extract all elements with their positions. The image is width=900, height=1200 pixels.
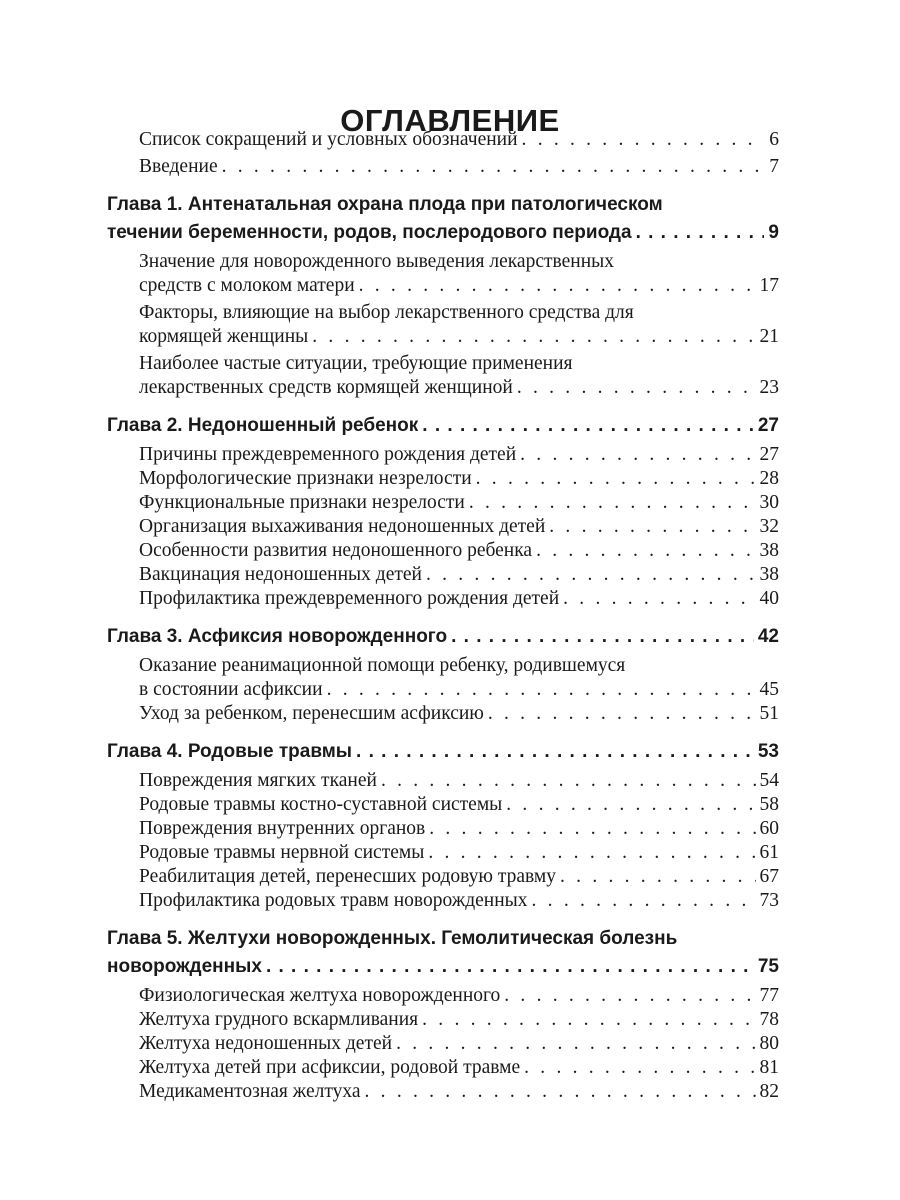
page-number: 38 <box>759 564 779 585</box>
chapter-3-heading[interactable] <box>107 623 779 651</box>
entry-text: в состоянии асфиксии <box>139 679 323 700</box>
dot-leader <box>636 219 765 247</box>
dot-leader <box>504 984 755 1008</box>
page-number: 40 <box>759 588 779 609</box>
page-number: 54 <box>759 770 779 791</box>
entry-text: Родовые травмы нервной системы <box>139 842 425 863</box>
entry-text: Оказание реанимационной помощи ребенку, родившемуся <box>139 655 626 676</box>
toc-entry[interactable] <box>107 817 779 841</box>
page-title: ОГЛАВЛЕНИЕ <box>340 102 560 138</box>
dot-leader <box>426 563 756 587</box>
chapter-1-heading[interactable] <box>107 191 779 247</box>
toc-entry[interactable] <box>107 515 779 539</box>
toc-entry[interactable] <box>107 587 779 611</box>
toc-entry[interactable] <box>107 865 779 889</box>
dot-leader <box>451 623 754 651</box>
entry-text: Особенности развития недоношенного ребенка <box>139 540 533 561</box>
toc-entry[interactable] <box>107 889 779 913</box>
entry-text: Организация выхаживания недоношенных детей <box>139 516 546 537</box>
dot-leader <box>312 325 755 349</box>
entry-text: Наиболее частые ситуации, требующие применения <box>139 353 573 374</box>
entry-text: Желтуха недоношенных детей <box>139 1033 393 1054</box>
entry-text: лекарственных средств кормящей женщиной <box>139 377 513 398</box>
dot-leader <box>532 889 756 913</box>
dot-leader <box>359 274 756 298</box>
dot-leader <box>520 443 755 467</box>
dot-leader <box>422 1008 755 1032</box>
dot-leader <box>327 678 756 702</box>
dot-leader <box>563 587 755 611</box>
toc-entry[interactable] <box>107 443 779 467</box>
page-number: 82 <box>759 1081 779 1102</box>
entry-text: Повреждения мягких тканей <box>139 770 377 791</box>
page-number: 42 <box>757 626 779 647</box>
page-number: 67 <box>759 866 779 887</box>
chapter-title: Глава 3. Асфиксия новорожденного <box>107 626 448 647</box>
page-number: 45 <box>759 679 779 700</box>
toc-entry[interactable] <box>107 563 779 587</box>
page-number: 28 <box>759 468 779 489</box>
dot-leader <box>396 1032 755 1056</box>
entry-text: Реабилитация детей, перенесших родовую травму <box>139 866 557 887</box>
dot-leader <box>356 738 754 766</box>
entry-text: Морфологические признаки незрелости <box>139 468 472 489</box>
chapter-title-line: новорожденных <box>107 956 262 977</box>
entry-text: Введение <box>139 156 218 177</box>
toc-entry[interactable] <box>107 467 779 491</box>
entry-text: Медикаментозная желтуха <box>139 1081 361 1102</box>
page-number: 80 <box>759 1033 779 1054</box>
toc-entry[interactable] <box>107 352 779 400</box>
toc-entry[interactable] <box>107 1008 779 1032</box>
chapter-2-heading[interactable] <box>107 412 779 440</box>
page-number: 81 <box>759 1057 779 1078</box>
dot-leader <box>524 1056 755 1080</box>
page-number: 23 <box>759 377 779 398</box>
page-number: 27 <box>757 415 779 436</box>
page-number: 21 <box>759 326 779 347</box>
page-number: 58 <box>759 794 779 815</box>
dot-leader <box>428 841 755 865</box>
dot-leader <box>506 793 755 817</box>
dot-leader <box>365 1080 756 1104</box>
toc-entry[interactable] <box>107 654 779 702</box>
page-number: 77 <box>759 985 779 1006</box>
entry-text: кормящей женщины <box>139 326 309 347</box>
dot-leader <box>488 702 756 726</box>
dot-leader <box>266 953 754 981</box>
entry-text: Физиологическая желтуха новорожденного <box>139 985 501 1006</box>
toc-entry[interactable] <box>107 769 779 793</box>
toc-entry[interactable] <box>107 984 779 1008</box>
page-number: 9 <box>768 222 779 243</box>
page-number: 27 <box>759 444 779 465</box>
page-number: 51 <box>759 703 779 724</box>
chapter-title: Глава 2. Недоношенный ребенок <box>107 415 419 436</box>
entry-text: Желтуха детей при асфиксии, родовой травме <box>139 1057 521 1078</box>
table-of-contents <box>107 128 779 1104</box>
entry-text: Функциональные признаки незрелости <box>139 492 465 513</box>
toc-entry[interactable] <box>107 491 779 515</box>
dot-leader <box>522 128 766 152</box>
dot-leader <box>476 467 756 491</box>
page-number: 60 <box>759 818 779 839</box>
chapter-title-line: Глава 5. Желтухи новорожденных. Гемолитическая болезнь <box>107 928 678 949</box>
dot-leader <box>560 865 755 889</box>
page-number: 78 <box>759 1009 779 1030</box>
dot-leader <box>536 539 755 563</box>
toc-entry[interactable] <box>107 301 779 349</box>
toc-entry[interactable] <box>107 1080 779 1104</box>
entry-text: Уход за ребенком, перенесшим асфиксию <box>139 703 484 724</box>
dot-leader <box>517 376 756 400</box>
entry-text: Вакцинация недоношенных детей <box>139 564 422 585</box>
toc-entry[interactable] <box>107 539 779 563</box>
page-number: 61 <box>759 842 779 863</box>
chapter-title-line: течении беременности, родов, послеродового периода <box>107 222 632 243</box>
entry-text: Факторы, влияющие на выбор лекарственного средства для <box>139 302 634 323</box>
chapter-title-line: Глава 1. Антенатальная охрана плода при патологическом <box>107 194 663 215</box>
dot-leader <box>469 491 756 515</box>
chapter-4-heading[interactable] <box>107 738 779 766</box>
page-number: 32 <box>759 516 779 537</box>
entry-text: средств с молоком матери <box>139 275 355 296</box>
toc-entry[interactable] <box>107 793 779 817</box>
page-number: 53 <box>757 741 779 762</box>
page-number: 38 <box>759 540 779 561</box>
toc-entry-introduction[interactable] <box>107 155 779 179</box>
dot-leader <box>422 412 754 440</box>
toc-entry-abbreviations[interactable] <box>107 128 779 152</box>
entry-text: Родовые травмы костно-суставной системы <box>139 794 503 815</box>
page-number: 73 <box>759 890 779 911</box>
dot-leader <box>549 515 755 539</box>
dot-leader <box>381 769 756 793</box>
entry-text: Профилактика родовых травм новорожденных <box>139 890 528 911</box>
entry-text: Причины преждевременного рождения детей <box>139 444 517 465</box>
toc-entry[interactable] <box>107 841 779 865</box>
page-number: 6 <box>769 129 779 150</box>
dot-leader <box>429 817 755 841</box>
chapter-5-heading[interactable] <box>107 925 779 981</box>
dot-leader <box>222 155 766 179</box>
toc-entry[interactable] <box>107 250 779 298</box>
entry-text: Повреждения внутренних органов <box>139 818 426 839</box>
page-number: 75 <box>757 956 779 977</box>
entry-text: Список сокращений и условных обозначений <box>139 129 518 150</box>
page-number: 17 <box>759 275 779 296</box>
entry-text: Желтуха грудного вскармливания <box>139 1009 419 1030</box>
entry-text: Значение для новорожденного выведения лекарственных <box>139 251 614 272</box>
toc-entry[interactable] <box>107 1056 779 1080</box>
chapter-title: Глава 4. Родовые травмы <box>107 741 353 762</box>
toc-entry[interactable] <box>107 702 779 726</box>
page-number: 30 <box>759 492 779 513</box>
entry-text: Профилактика преждевременного рождения детей <box>139 588 560 609</box>
page-number: 7 <box>769 156 779 177</box>
toc-entry[interactable] <box>107 1032 779 1056</box>
